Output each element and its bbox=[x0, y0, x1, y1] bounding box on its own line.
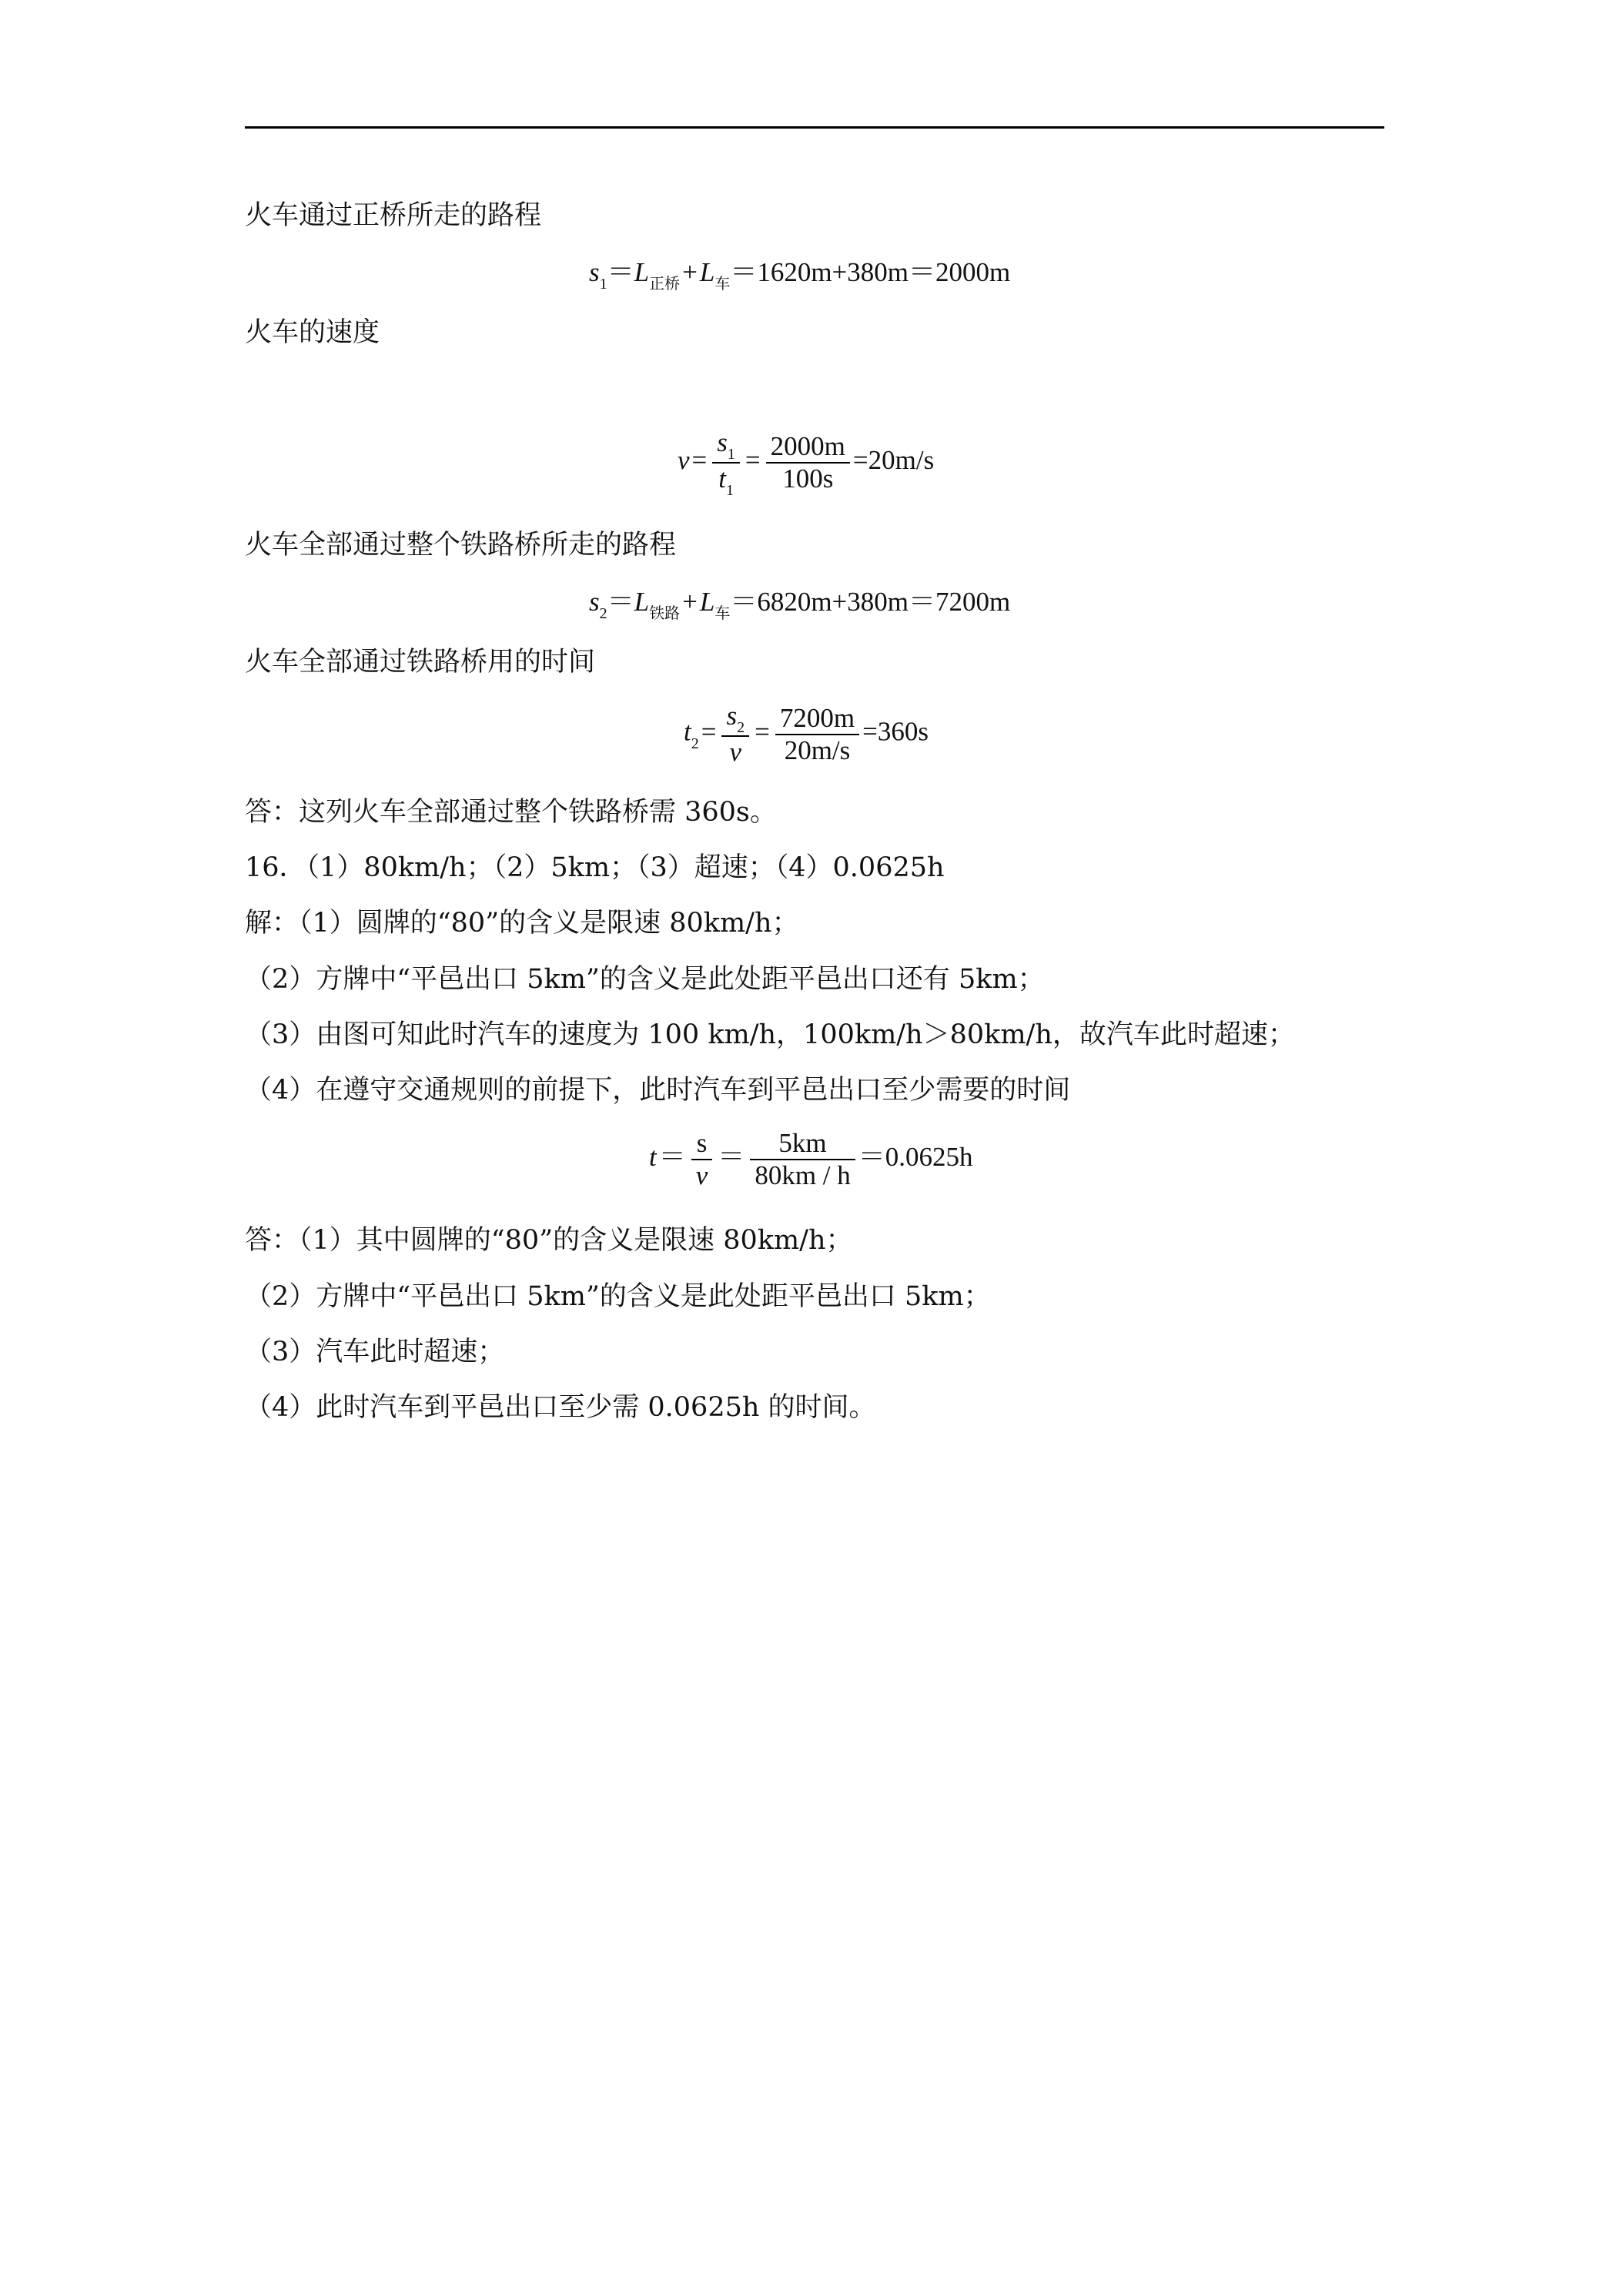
fraction bbox=[766, 431, 850, 494]
frac-den: 80km / h bbox=[755, 1160, 851, 1190]
eq-rest: ＝0.0625h bbox=[858, 1142, 973, 1173]
eq-rest: =20m/s bbox=[852, 445, 935, 476]
text-line: （4）此时汽车到平邑出口至少需 0.0625h 的时间。 bbox=[245, 1392, 876, 1423]
text-line: 答：（1）其中圆牌的“80”的含义是限速 80km/h； bbox=[245, 1225, 853, 1256]
eq-var: t bbox=[718, 464, 726, 494]
text-line: 解：（1）圆牌的“80”的含义是限速 80km/h； bbox=[245, 908, 799, 939]
text-line: （2）方牌中“平邑出口 5km”的含义是此处距平邑出口还有 5km； bbox=[245, 964, 1045, 995]
header-rule bbox=[245, 126, 1384, 129]
equation-s2 bbox=[589, 585, 1010, 623]
text-line: 火车全部通过整个铁路桥所走的路程 bbox=[245, 530, 677, 561]
text-line: 火车全部通过铁路桥用的时间 bbox=[245, 647, 596, 678]
eq-sub: 车 bbox=[714, 276, 731, 293]
eq-var: v bbox=[678, 445, 690, 476]
eq-op: = bbox=[745, 445, 761, 476]
eq-rest: ＝1620m+380m＝2000m bbox=[730, 257, 1011, 287]
eq-op: = bbox=[691, 445, 708, 476]
fraction bbox=[750, 1128, 855, 1191]
eq-var: s bbox=[589, 587, 600, 617]
frac-den: v bbox=[695, 1160, 708, 1190]
eq-rest: =360s bbox=[862, 716, 929, 747]
eq-sub: 正桥 bbox=[649, 276, 681, 293]
eq-sub: 2 bbox=[599, 605, 607, 622]
eq-op: ＝ bbox=[718, 1142, 745, 1173]
equation-time-car bbox=[649, 1128, 973, 1191]
equation-s1 bbox=[589, 256, 1010, 293]
text-line: 火车通过正桥所走的路程 bbox=[245, 200, 542, 231]
frac-den: v bbox=[729, 737, 742, 767]
eq-sub: 2 bbox=[691, 735, 699, 752]
text-line: 答：这列火车全部通过整个铁路桥需 360s。 bbox=[245, 797, 777, 828]
eq-var: L bbox=[699, 257, 715, 287]
fraction bbox=[721, 701, 749, 768]
eq-op: + bbox=[682, 257, 698, 287]
frac-den: 20m/s bbox=[784, 735, 851, 765]
eq-var: s bbox=[726, 701, 738, 731]
eq-sub: 1 bbox=[727, 446, 735, 463]
eq-var: t bbox=[649, 1142, 657, 1173]
text-line: 火车的速度 bbox=[245, 317, 380, 348]
eq-rest: ＝6820m+380m＝7200m bbox=[730, 587, 1011, 617]
frac-num: 5km bbox=[778, 1128, 827, 1158]
eq-op: = bbox=[755, 716, 770, 747]
equation-velocity bbox=[678, 427, 934, 498]
eq-sub: 2 bbox=[737, 719, 745, 736]
eq-sub: 1 bbox=[599, 276, 607, 293]
frac-num: 7200m bbox=[779, 702, 855, 733]
eq-var: s bbox=[717, 427, 728, 457]
eq-op: ＝ bbox=[607, 587, 634, 617]
frac-num: 2000m bbox=[770, 431, 845, 461]
text-line: （3）汽车此时超速； bbox=[245, 1337, 505, 1367]
eq-op: = bbox=[701, 716, 717, 747]
eq-var: L bbox=[699, 587, 715, 617]
eq-sub: 铁路 bbox=[649, 605, 681, 622]
eq-var: s bbox=[589, 257, 600, 287]
text-line: （4）在遵守交通规则的前提下，此时汽车到平邑出口至少需要的时间 bbox=[245, 1075, 1071, 1106]
frac-den: 100s bbox=[782, 464, 834, 494]
frac-num: s bbox=[696, 1128, 708, 1158]
equation-time bbox=[684, 701, 929, 768]
eq-var: L bbox=[634, 587, 650, 617]
eq-var: t bbox=[684, 716, 691, 747]
fraction bbox=[712, 427, 740, 498]
eq-var: L bbox=[634, 257, 650, 287]
eq-sub: 车 bbox=[714, 605, 731, 622]
text-line: 16．（1）80km/h；（2）5km；（3）超速；（4）0.0625h bbox=[245, 852, 945, 883]
fraction bbox=[775, 703, 859, 766]
eq-op: + bbox=[682, 587, 698, 617]
eq-op: ＝ bbox=[658, 1142, 686, 1173]
text-line: （2）方牌中“平邑出口 5km”的含义是此处距平邑出口 5km； bbox=[245, 1281, 991, 1312]
fraction bbox=[691, 1128, 713, 1191]
eq-sub: 1 bbox=[725, 482, 734, 499]
eq-op: ＝ bbox=[607, 257, 634, 287]
text-line: （3）由图可知此时汽车的速度为 100 km/h，100km/h＞80km/h，故汽车此时超速； bbox=[245, 1019, 1295, 1050]
